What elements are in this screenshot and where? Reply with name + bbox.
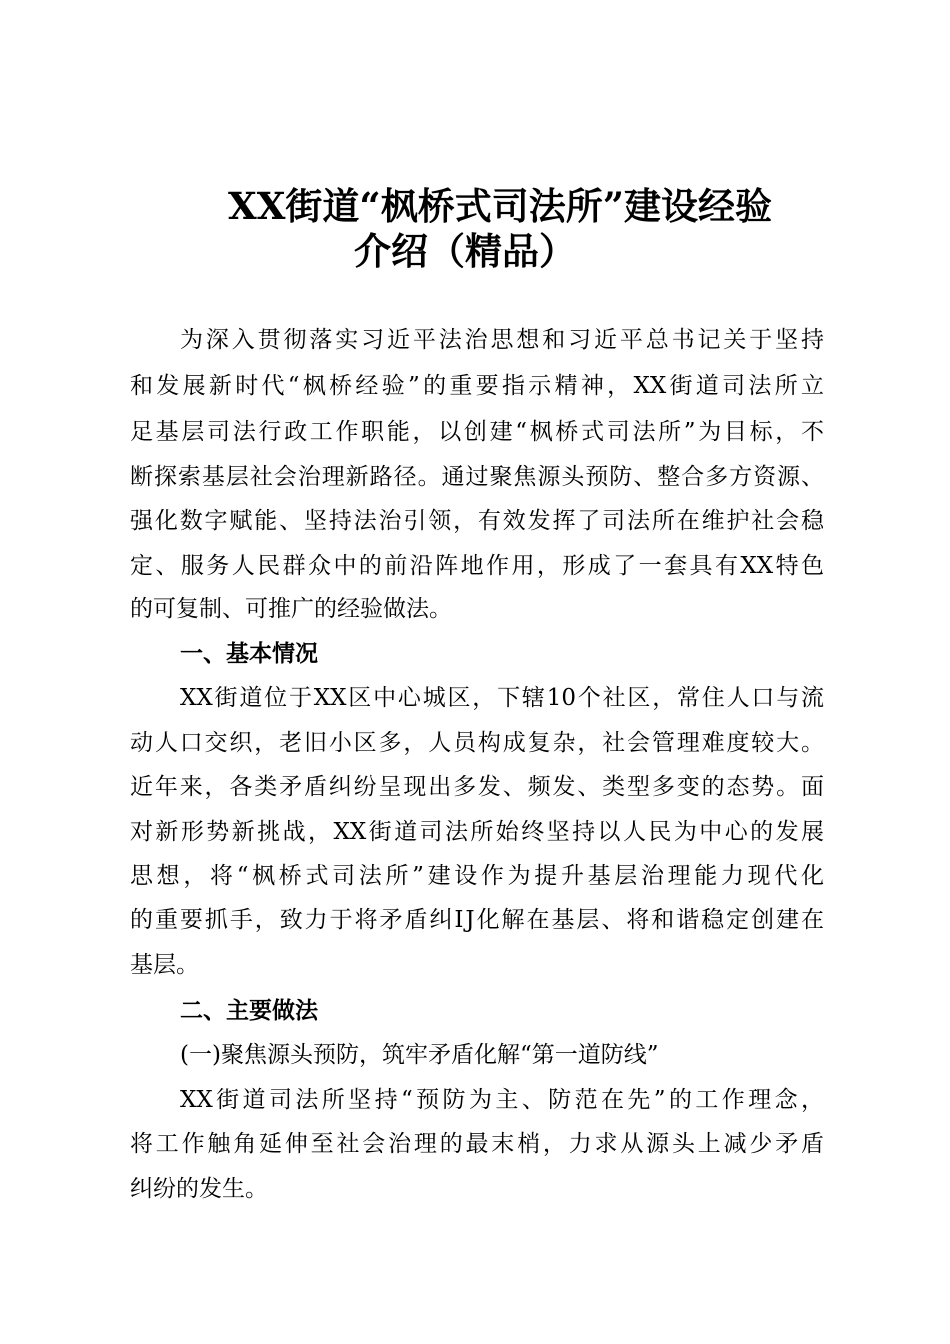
paragraph-line: 动人口交织，老旧小区多，人员构成复杂，社会管理难度较大。 — [130, 730, 824, 756]
paragraph-line: 对新形势新挑战，XX街道司法所始终坚持以人民为中心的发展 — [130, 819, 824, 845]
paragraph-line: 定、服务人民群众中的前沿阵地作用，形成了一套具有XX特色 — [130, 553, 824, 579]
paragraph-line: 将工作触角延伸至社会治理的最末梢，力求从源头上减少矛盾 — [130, 1131, 824, 1157]
paragraph-line: 为深入贯彻落实习近平法治思想和习近平总书记关于坚持 — [180, 327, 824, 353]
document-title-line-2: 介绍（精品） — [354, 229, 576, 273]
section-heading: 二、主要做法 — [180, 997, 318, 1024]
paragraph-line: 强化数字赋能、坚持法治引领，有效发挥了司法所在维护社会稳 — [130, 508, 824, 534]
document-title-line-1: XX街道“枫桥式司法所”建设经验 — [228, 184, 772, 228]
paragraph-line: 的重要抓手，致力于将矛盾纠ⅠJ化解在基层、将和谐稳定创建在 — [130, 907, 824, 933]
paragraph-line: 的可复制、可推广的经验做法。 — [130, 596, 452, 622]
paragraph-line: 思想，将“枫桥式司法所”建设作为提升基层治理能力现代化 — [130, 863, 824, 889]
subsection-heading: (一)聚焦源头预防，筑牢矛盾化解“第一道防线” — [180, 1042, 659, 1068]
paragraph-line: 和发展新时代“枫桥经验”的重要指示精神，XX街道司法所立 — [130, 373, 824, 399]
paragraph-line: XX街道位于XX区中心城区，下辖10个社区，常住人口与流 — [180, 685, 824, 711]
section-heading: 一、基本情况 — [180, 640, 318, 667]
paragraph-line: 足基层司法行政工作职能，以创建“枫桥式司法所”为目标，不 — [130, 419, 824, 445]
paragraph-line: 近年来，各类矛盾纠纷呈现出多发、频发、类型多变的态势。面 — [130, 774, 824, 800]
paragraph-line: 基层。 — [130, 952, 199, 978]
paragraph-line: XX街道司法所坚持“预防为主、防范在先”的工作理念， — [180, 1087, 824, 1113]
paragraph-line: 纠纷的发生。 — [130, 1176, 268, 1202]
paragraph-line: 断探索基层社会治理新路径。通过聚焦源头预防、整合多方资源、 — [130, 464, 824, 490]
